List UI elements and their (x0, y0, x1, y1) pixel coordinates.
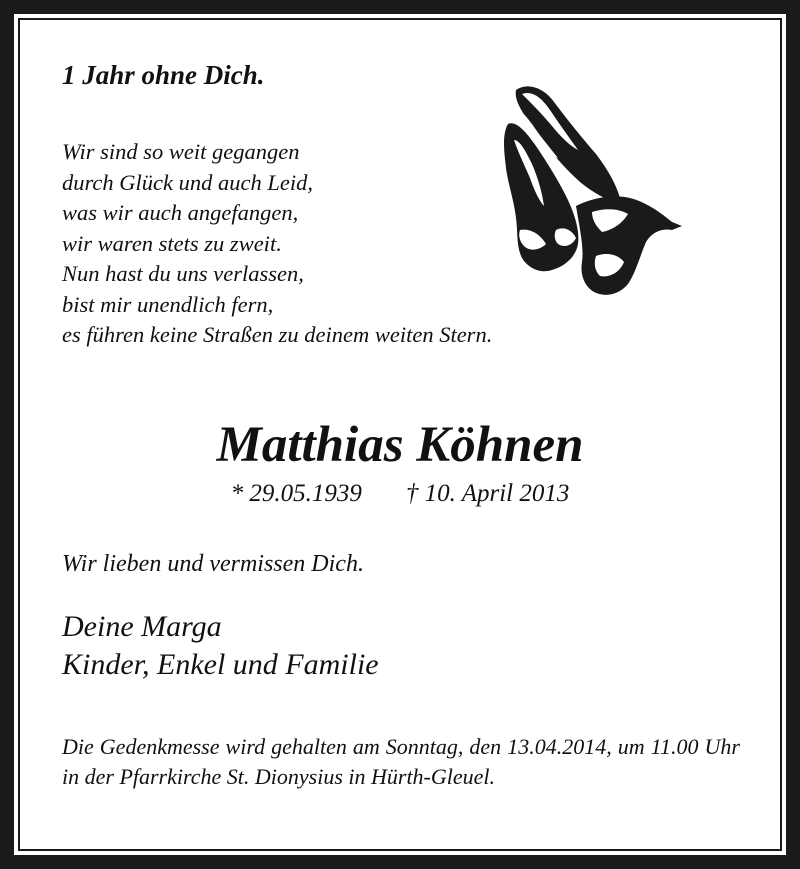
poem-line: wir waren stets zu zweit. (62, 230, 282, 256)
miss-text: Wir lieben und vermissen Dich. (62, 551, 364, 577)
life-dates (0, 480, 800, 508)
poem (62, 137, 492, 351)
poem-line: Wir sind so weit gegangen (62, 139, 300, 164)
notice-heading: 1 Jahr ohne Dich. (62, 60, 265, 90)
praying-hands-icon (496, 80, 686, 300)
deceased-name: Matthias Köhnen (216, 417, 584, 473)
signer-line: Deine Marga (62, 610, 222, 643)
poem-line: bist mir unendlich fern, (62, 291, 274, 317)
poem-line: Nun hast du uns verlassen, (62, 261, 304, 286)
poem-line: durch Glück und auch Leid, (62, 169, 313, 195)
signers (62, 608, 379, 684)
memorial-mass-text: Die Gedenkmesse wird gehalten am Sonntag, den 13.04.2014, um 11.00 Uhr in der Pfarrkirche St. Dionysius in Hürth-Gleuel. (62, 734, 740, 789)
signer-line: Kinder, Enkel und Familie (62, 648, 379, 681)
poem-line: was wir auch angefangen, (62, 200, 299, 225)
poem-line: es führen keine Straßen zu deinem weiten Stern. (62, 322, 493, 347)
birth-date: * 29.05.1939 (230, 480, 362, 507)
death-date: † 10. April 2013 (405, 480, 570, 507)
